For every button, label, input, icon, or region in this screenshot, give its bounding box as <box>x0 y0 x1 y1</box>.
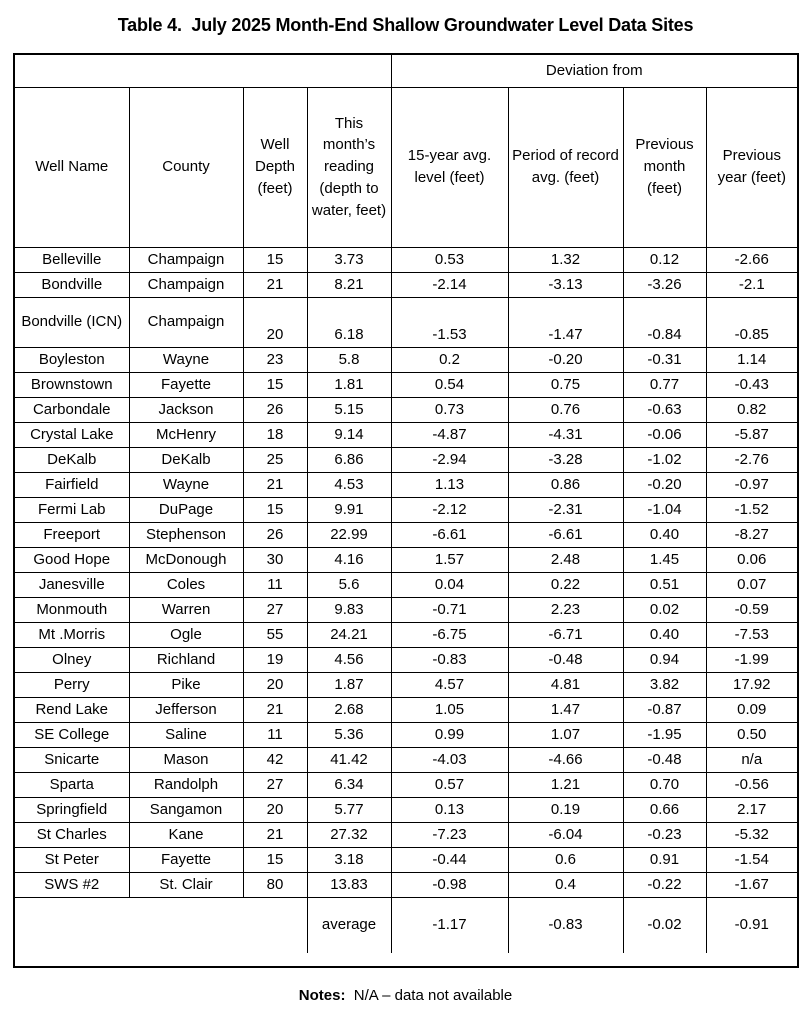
cell-dev-prev-year: 0.50 <box>706 722 798 747</box>
cell-dev-prev-year: 0.07 <box>706 572 798 597</box>
cell-reading: 6.86 <box>307 447 391 472</box>
table-row <box>14 747 798 772</box>
cell-dev-prev-year: -1.52 <box>706 497 798 522</box>
cell-dev-prev-month: 0.94 <box>623 647 706 672</box>
cell-reading: 4.56 <box>307 647 391 672</box>
cell-dev-15yr: 1.13 <box>391 472 508 497</box>
cell-dev-prev-year: -0.85 <box>706 297 798 347</box>
cell-dev-prev-year: -1.54 <box>706 847 798 872</box>
cell-county: Champaign <box>129 272 243 297</box>
cell-dev-15yr: -6.75 <box>391 622 508 647</box>
cell-dev-prev-year: 1.14 <box>706 347 798 372</box>
cell-well-depth: 11 <box>243 572 307 597</box>
cell-well-name: SWS #2 <box>14 872 129 897</box>
cell-dev-prev-year: -7.53 <box>706 622 798 647</box>
col-header-dev-prev-year: Previous year (feet) <box>706 87 798 247</box>
cell-dev-prev-month: 0.02 <box>623 597 706 622</box>
cell-well-depth: 21 <box>243 822 307 847</box>
cell-reading: 5.6 <box>307 572 391 597</box>
cell-well-name: Belleville <box>14 247 129 272</box>
cell-dev-prev-month: 0.40 <box>623 522 706 547</box>
cell-dev-15yr: 0.53 <box>391 247 508 272</box>
cell-well-name: Rend Lake <box>14 697 129 722</box>
cell-dev-prev-year: -2.66 <box>706 247 798 272</box>
cell-reading: 4.53 <box>307 472 391 497</box>
cell-county: Wayne <box>129 472 243 497</box>
cell-dev-record: 0.76 <box>508 397 623 422</box>
cell-dev-record: 1.21 <box>508 772 623 797</box>
cell-county: Richland <box>129 647 243 672</box>
cell-county: McHenry <box>129 422 243 447</box>
cell-dev-record: 1.32 <box>508 247 623 272</box>
table-row <box>14 822 798 847</box>
cell-dev-record: 0.19 <box>508 797 623 822</box>
cell-well-name: Sparta <box>14 772 129 797</box>
table-row <box>14 672 798 697</box>
cell-well-depth: 30 <box>243 547 307 572</box>
cell-county: Champaign <box>129 247 243 272</box>
cell-dev-record: 1.07 <box>508 722 623 747</box>
cell-dev-15yr: 0.04 <box>391 572 508 597</box>
cell-well-name: Good Hope <box>14 547 129 572</box>
cell-well-name: Mt .Morris <box>14 622 129 647</box>
cell-dev-15yr: -0.83 <box>391 647 508 672</box>
cell-well-name: St Charles <box>14 822 129 847</box>
cell-county: Fayette <box>129 847 243 872</box>
cell-well-name: Crystal Lake <box>14 422 129 447</box>
cell-dev-prev-year: -0.56 <box>706 772 798 797</box>
table-row <box>14 797 798 822</box>
cell-dev-prev-month: -0.23 <box>623 822 706 847</box>
cell-well-name: Perry <box>14 672 129 697</box>
cell-reading: 9.91 <box>307 497 391 522</box>
cell-well-depth: 21 <box>243 697 307 722</box>
cell-dev-15yr: 4.57 <box>391 672 508 697</box>
cell-dev-record: -2.31 <box>508 497 623 522</box>
average-row-empty-cell <box>14 897 307 953</box>
page-title: Table 4. July 2025 Month-End Shallow Groundwater Level Data Sites <box>117 15 694 35</box>
cell-county: Wayne <box>129 347 243 372</box>
cell-well-name: Janesville <box>14 572 129 597</box>
cell-reading: 9.14 <box>307 422 391 447</box>
cell-reading: 8.21 <box>307 272 391 297</box>
cell-well-name: Olney <box>14 647 129 672</box>
cell-reading: 5.15 <box>307 397 391 422</box>
cell-county: St. Clair <box>129 872 243 897</box>
cell-dev-prev-year: 0.06 <box>706 547 798 572</box>
average-dev-prev-year: -0.91 <box>706 897 798 953</box>
cell-dev-record: 4.81 <box>508 672 623 697</box>
cell-well-name: Monmouth <box>14 597 129 622</box>
cell-well-name: St Peter <box>14 847 129 872</box>
table-row <box>14 447 798 472</box>
cell-well-name: Boyleston <box>14 347 129 372</box>
cell-dev-prev-year: -5.32 <box>706 822 798 847</box>
cell-dev-prev-year: 0.82 <box>706 397 798 422</box>
cell-dev-15yr: 0.57 <box>391 772 508 797</box>
cell-well-depth: 27 <box>243 597 307 622</box>
notes-text: N/A – data not available <box>345 987 513 1004</box>
table-row <box>14 722 798 747</box>
cell-dev-prev-month: 0.91 <box>623 847 706 872</box>
cell-well-depth: 20 <box>243 797 307 822</box>
cell-dev-record: -3.28 <box>508 447 623 472</box>
col-header-reading: This month’s reading (depth to water, feet) <box>307 87 391 247</box>
cell-dev-prev-year: 2.17 <box>706 797 798 822</box>
cell-well-depth: 11 <box>243 722 307 747</box>
cell-dev-prev-month: -0.20 <box>623 472 706 497</box>
cell-dev-prev-year: -2.1 <box>706 272 798 297</box>
cell-well-depth: 27 <box>243 772 307 797</box>
cell-dev-prev-month: -0.87 <box>623 697 706 722</box>
cell-dev-prev-month: -1.04 <box>623 497 706 522</box>
cell-dev-record: -0.48 <box>508 647 623 672</box>
cell-dev-record: 0.4 <box>508 872 623 897</box>
cell-dev-prev-month: -1.02 <box>623 447 706 472</box>
cell-reading: 5.36 <box>307 722 391 747</box>
cell-well-name: SE College <box>14 722 129 747</box>
cell-dev-prev-month: -1.95 <box>623 722 706 747</box>
cell-dev-prev-month: 0.77 <box>623 372 706 397</box>
cell-county: Jackson <box>129 397 243 422</box>
cell-well-depth: 42 <box>243 747 307 772</box>
cell-reading: 6.18 <box>307 297 391 347</box>
cell-dev-15yr: -4.87 <box>391 422 508 447</box>
table-row <box>14 297 798 347</box>
cell-well-name: DeKalb <box>14 447 129 472</box>
cell-dev-record: -4.66 <box>508 747 623 772</box>
table-row <box>14 597 798 622</box>
col-header-well-depth: Well Depth (feet) <box>243 87 307 247</box>
cell-well-depth: 20 <box>243 672 307 697</box>
cell-dev-prev-year: n/a <box>706 747 798 772</box>
cell-well-name: Fairfield <box>14 472 129 497</box>
cell-well-depth: 26 <box>243 522 307 547</box>
cell-reading: 41.42 <box>307 747 391 772</box>
notes <box>0 968 811 1004</box>
cell-reading: 5.77 <box>307 797 391 822</box>
cell-dev-prev-month: -0.22 <box>623 872 706 897</box>
deviation-from-header: Deviation from <box>391 54 798 87</box>
table-row <box>14 497 798 522</box>
table-row <box>14 247 798 272</box>
cell-dev-15yr: -6.61 <box>391 522 508 547</box>
cell-well-depth: 80 <box>243 872 307 897</box>
table-row <box>14 272 798 297</box>
groundwater-table <box>13 53 799 968</box>
cell-dev-15yr: -2.12 <box>391 497 508 522</box>
cell-county: Champaign <box>129 297 243 347</box>
cell-dev-prev-year: -0.43 <box>706 372 798 397</box>
cell-dev-prev-year: -2.76 <box>706 447 798 472</box>
cell-dev-record: 0.22 <box>508 572 623 597</box>
cell-county: Randolph <box>129 772 243 797</box>
cell-well-name: Fermi Lab <box>14 497 129 522</box>
cell-well-depth: 15 <box>243 497 307 522</box>
cell-reading: 1.87 <box>307 672 391 697</box>
cell-dev-prev-month: -0.06 <box>623 422 706 447</box>
cell-county: McDonough <box>129 547 243 572</box>
col-header-county: County <box>129 87 243 247</box>
cell-dev-record: -6.04 <box>508 822 623 847</box>
cell-dev-prev-month: 0.51 <box>623 572 706 597</box>
average-dev-record: -0.83 <box>508 897 623 953</box>
cell-well-name: Snicarte <box>14 747 129 772</box>
cell-dev-15yr: -2.14 <box>391 272 508 297</box>
cell-dev-prev-month: 0.66 <box>623 797 706 822</box>
table-row <box>14 872 798 897</box>
cell-dev-prev-year: 17.92 <box>706 672 798 697</box>
cell-reading: 22.99 <box>307 522 391 547</box>
cell-county: Jefferson <box>129 697 243 722</box>
table-row <box>14 347 798 372</box>
cell-reading: 6.34 <box>307 772 391 797</box>
cell-dev-record: -4.31 <box>508 422 623 447</box>
cell-reading: 24.21 <box>307 622 391 647</box>
table-row <box>14 772 798 797</box>
cell-dev-prev-year: -1.67 <box>706 872 798 897</box>
cell-dev-prev-year: -0.97 <box>706 472 798 497</box>
cell-county: Warren <box>129 597 243 622</box>
table-row <box>14 422 798 447</box>
cell-well-name: Bondville (ICN) <box>14 297 129 347</box>
average-dev-15yr: -1.17 <box>391 897 508 953</box>
cell-reading: 9.83 <box>307 597 391 622</box>
cell-reading: 5.8 <box>307 347 391 372</box>
cell-well-depth: 26 <box>243 397 307 422</box>
cell-well-depth: 15 <box>243 847 307 872</box>
table-row <box>14 572 798 597</box>
average-dev-prev-month: -0.02 <box>623 897 706 953</box>
cell-dev-prev-month: -0.48 <box>623 747 706 772</box>
cell-dev-15yr: -1.53 <box>391 297 508 347</box>
cell-dev-15yr: 0.99 <box>391 722 508 747</box>
cell-county: DuPage <box>129 497 243 522</box>
cell-dev-prev-year: -0.59 <box>706 597 798 622</box>
cell-dev-prev-month: -0.31 <box>623 347 706 372</box>
cell-dev-record: 0.6 <box>508 847 623 872</box>
cell-dev-15yr: 0.73 <box>391 397 508 422</box>
cell-county: Fayette <box>129 372 243 397</box>
cell-dev-15yr: 1.57 <box>391 547 508 572</box>
table-row <box>14 397 798 422</box>
cell-well-name: Brownstown <box>14 372 129 397</box>
table-row <box>14 697 798 722</box>
cell-reading: 3.18 <box>307 847 391 872</box>
cell-reading: 3.73 <box>307 247 391 272</box>
cell-dev-prev-month: -0.84 <box>623 297 706 347</box>
cell-dev-record: 0.75 <box>508 372 623 397</box>
cell-well-name: Carbondale <box>14 397 129 422</box>
cell-well-depth: 21 <box>243 272 307 297</box>
cell-well-depth: 23 <box>243 347 307 372</box>
cell-well-name: Freeport <box>14 522 129 547</box>
cell-dev-15yr: -0.44 <box>391 847 508 872</box>
cell-dev-prev-month: -0.63 <box>623 397 706 422</box>
cell-dev-record: -3.13 <box>508 272 623 297</box>
cell-dev-record: -6.71 <box>508 622 623 647</box>
cell-reading: 2.68 <box>307 697 391 722</box>
cell-dev-prev-month: 0.70 <box>623 772 706 797</box>
cell-well-name: Bondville <box>14 272 129 297</box>
cell-dev-prev-month: 1.45 <box>623 547 706 572</box>
corner-cell <box>14 54 391 87</box>
cell-dev-record: 0.86 <box>508 472 623 497</box>
table-row <box>14 647 798 672</box>
cell-county: DeKalb <box>129 447 243 472</box>
cell-dev-prev-year: -5.87 <box>706 422 798 447</box>
cell-dev-15yr: -0.71 <box>391 597 508 622</box>
cell-dev-record: -0.20 <box>508 347 623 372</box>
cell-dev-15yr: 1.05 <box>391 697 508 722</box>
cell-dev-record: -6.61 <box>508 522 623 547</box>
cell-dev-15yr: 0.2 <box>391 347 508 372</box>
cell-county: Coles <box>129 572 243 597</box>
cell-dev-prev-month: -3.26 <box>623 272 706 297</box>
cell-county: Saline <box>129 722 243 747</box>
cell-reading: 27.32 <box>307 822 391 847</box>
cell-county: Mason <box>129 747 243 772</box>
cell-well-depth: 15 <box>243 247 307 272</box>
average-row <box>14 897 798 953</box>
cell-dev-15yr: -7.23 <box>391 822 508 847</box>
cell-county: Sangamon <box>129 797 243 822</box>
col-header-dev-15yr: 15-year avg. level (feet) <box>391 87 508 247</box>
notes-label: Notes: <box>298 987 346 1004</box>
cell-well-depth: 20 <box>243 297 307 347</box>
cell-dev-15yr: -4.03 <box>391 747 508 772</box>
cell-dev-prev-year: -1.99 <box>706 647 798 672</box>
cell-dev-record: 2.48 <box>508 547 623 572</box>
average-label: average <box>307 897 391 953</box>
cell-dev-record: 2.23 <box>508 597 623 622</box>
cell-dev-record: 1.47 <box>508 697 623 722</box>
table-row <box>14 547 798 572</box>
cell-well-depth: 21 <box>243 472 307 497</box>
cell-dev-prev-month: 0.12 <box>623 247 706 272</box>
cell-dev-prev-month: 3.82 <box>623 672 706 697</box>
cell-county: Kane <box>129 822 243 847</box>
cell-dev-record: -1.47 <box>508 297 623 347</box>
cell-well-depth: 15 <box>243 372 307 397</box>
cell-county: Stephenson <box>129 522 243 547</box>
cell-well-name: Springfield <box>14 797 129 822</box>
cell-dev-15yr: -2.94 <box>391 447 508 472</box>
table-row <box>14 522 798 547</box>
cell-dev-prev-month: 0.40 <box>623 622 706 647</box>
col-header-dev-record: Period of record avg. (feet) <box>508 87 623 247</box>
cell-county: Pike <box>129 672 243 697</box>
cell-dev-prev-year: 0.09 <box>706 697 798 722</box>
cell-dev-15yr: -0.98 <box>391 872 508 897</box>
cell-reading: 1.81 <box>307 372 391 397</box>
col-header-dev-prev-month: Previous month (feet) <box>623 87 706 247</box>
cell-well-depth: 18 <box>243 422 307 447</box>
cell-well-depth: 19 <box>243 647 307 672</box>
table-row <box>14 54 798 87</box>
cell-reading: 4.16 <box>307 547 391 572</box>
table-bottom-filler <box>14 953 798 967</box>
table-row <box>14 622 798 647</box>
table-row <box>14 472 798 497</box>
table-row <box>14 372 798 397</box>
cell-dev-15yr: 0.13 <box>391 797 508 822</box>
cell-dev-prev-year: -8.27 <box>706 522 798 547</box>
filler-cell <box>14 953 798 967</box>
cell-reading: 13.83 <box>307 872 391 897</box>
cell-well-depth: 25 <box>243 447 307 472</box>
col-header-well-name: Well Name <box>14 87 129 247</box>
table-row <box>14 847 798 872</box>
cell-dev-15yr: 0.54 <box>391 372 508 397</box>
table-row <box>14 87 798 247</box>
cell-county: Ogle <box>129 622 243 647</box>
cell-well-depth: 55 <box>243 622 307 647</box>
